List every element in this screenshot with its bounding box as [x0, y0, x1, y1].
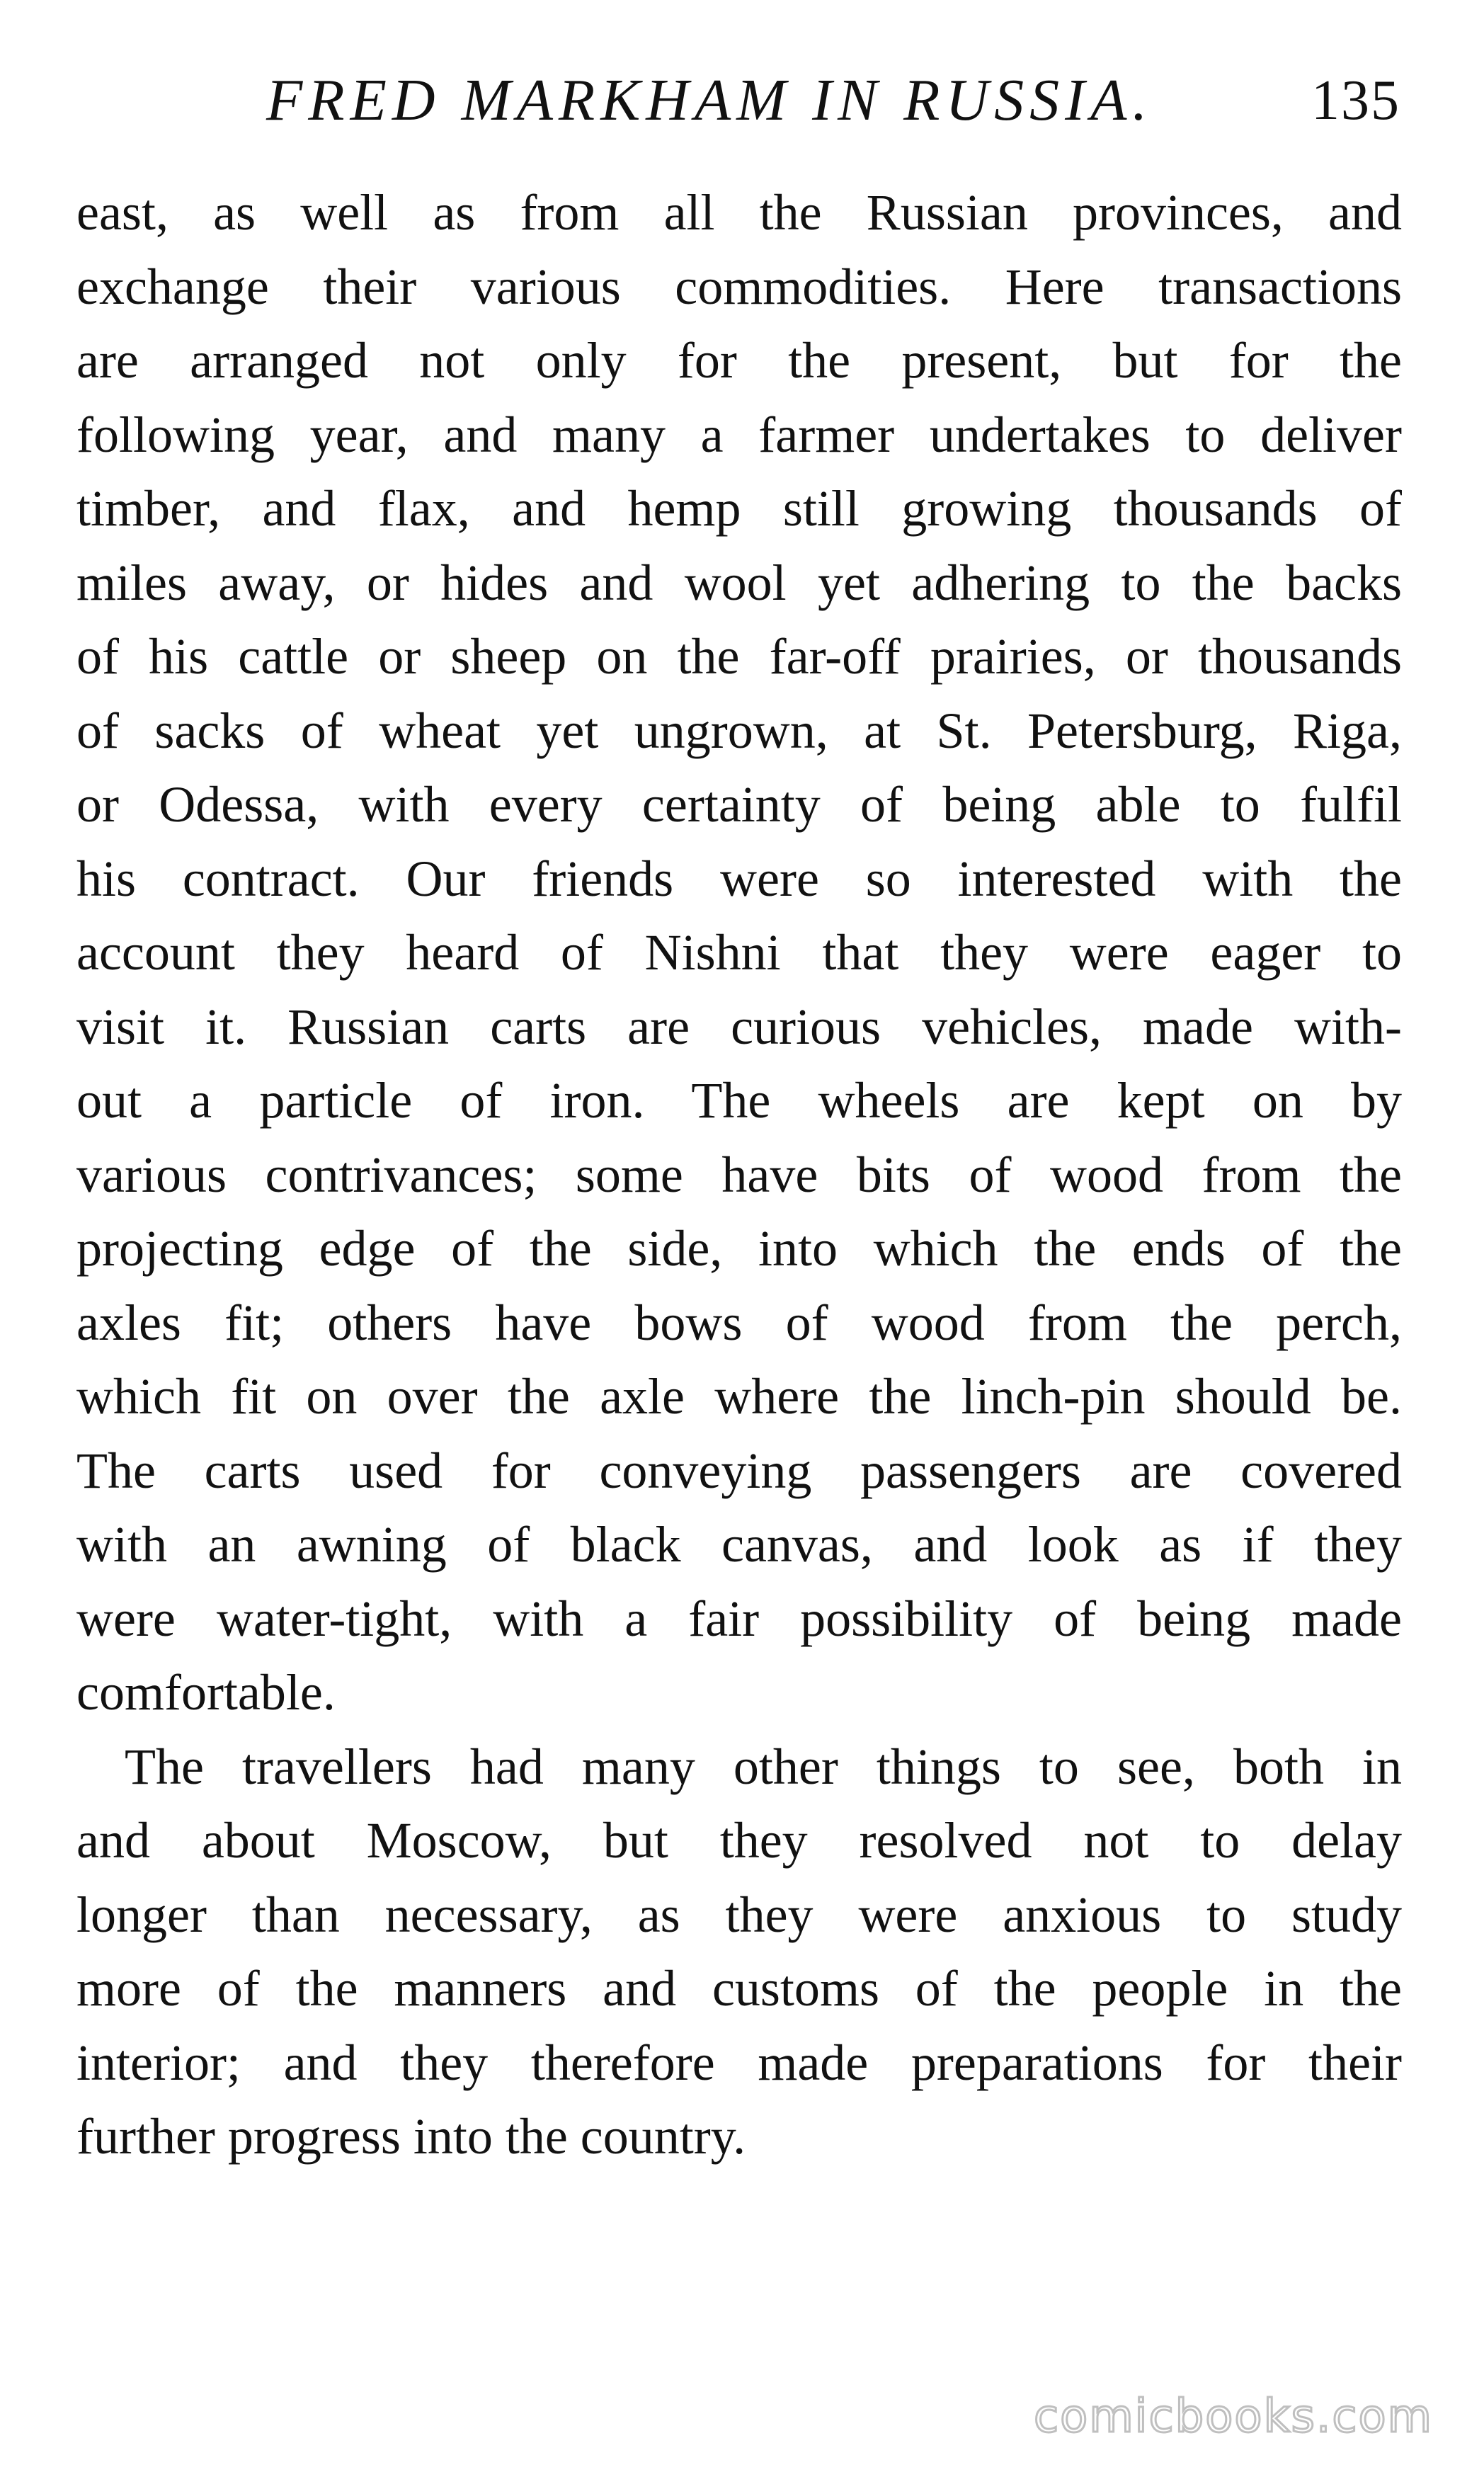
text-line: following year, and many a farmer undertakes to deliver [76, 406, 1402, 463]
text-line: interior; and they therefore made preparations for their [76, 2034, 1402, 2091]
text-line: projecting edge of the side, into which the ends of the [76, 1220, 1402, 1277]
running-title: FRED MARKHAM IN RUSSIA. [266, 67, 1153, 133]
text-line: longer than necessary, as they were anxious to study [76, 1886, 1402, 1943]
text-line: out a particle of iron. The wheels are kept on by [76, 1072, 1402, 1129]
text-line: are arranged not only for the present, but for the [76, 332, 1402, 389]
text-line: exchange their various commodities. Here transactions [76, 258, 1402, 315]
text-line: The carts used for conveying passengers are covered [76, 1442, 1402, 1499]
text-line: were water-tight, with a fair possibility of being made [76, 1590, 1402, 1647]
text-line: miles away, or hides and wool yet adhering to the backs [76, 554, 1402, 611]
text-line: which fit on over the axle where the linch-pin should be. [76, 1368, 1402, 1425]
text-line: his contract. Our friends were so interested with the [76, 850, 1402, 907]
page-number: 135 [1311, 69, 1400, 132]
running-head [76, 58, 1400, 143]
text-line: and about Moscow, but they resolved not to delay [76, 1812, 1402, 1869]
text-line: various contrivances; some have bits of wood from the [76, 1146, 1402, 1203]
text-line: east, as well as from all the Russian provinces, and [76, 184, 1402, 241]
text-line: with an awning of black canvas, and look as if they [76, 1516, 1402, 1573]
watermark: comicbooks.com [1033, 2391, 1433, 2443]
text-line: of sacks of wheat yet ungrown, at St. Petersburg, Riga, [76, 702, 1402, 759]
text-line: of his cattle or sheep on the far-off prairies, or thousands [76, 628, 1402, 685]
text-line: axles fit; others have bows of wood from the perch, [76, 1294, 1402, 1351]
text-line: further progress into the country. [76, 2108, 746, 2165]
text-line: or Odessa, with every certainty of being able to fulfil [76, 776, 1402, 833]
text-line: visit it. Russian carts are curious vehicles, made with- [76, 998, 1402, 1055]
text-body [76, 176, 1402, 2174]
text-line: comfortable. [76, 1664, 336, 1721]
text-line: The travellers had many other things to see, both in [125, 1738, 1402, 1795]
text-line: timber, and flax, and hemp still growing thousands of [76, 480, 1402, 537]
text-line: more of the manners and customs of the people in the [76, 1960, 1402, 2017]
text-line: account they heard of Nishni that they were eager to [76, 924, 1402, 981]
